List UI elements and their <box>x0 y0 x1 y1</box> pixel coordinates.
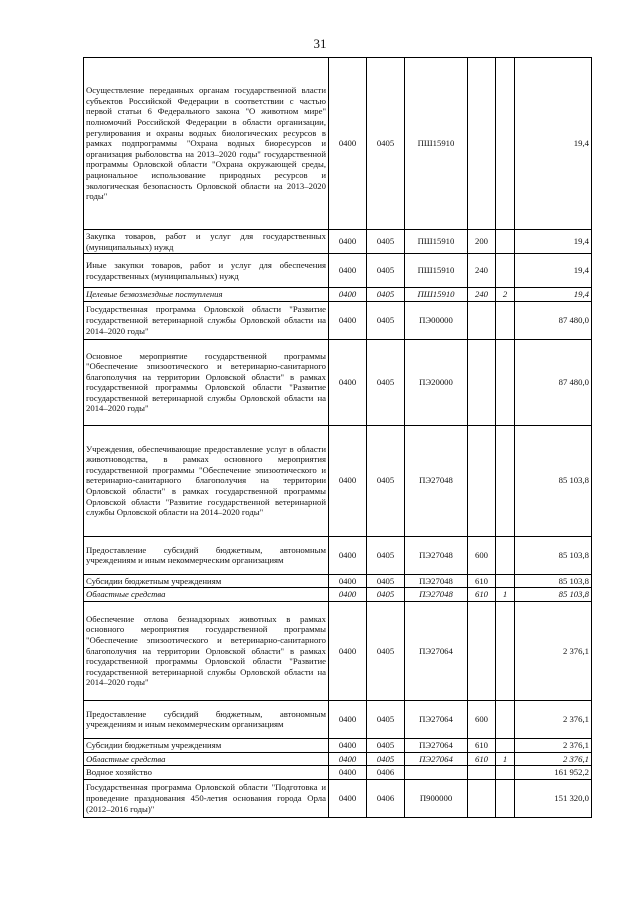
funding-source-code <box>496 766 515 780</box>
section-code: 0400 <box>329 766 367 780</box>
expense-type-code <box>468 779 496 817</box>
table-row <box>84 738 592 752</box>
row-name: Государственная программа Орловской области "Развитие государственной ветеринарной службы Орловской области на 2014–2020 годы" <box>84 301 329 339</box>
row-name: Осуществление переданных органам государственной власти субъектов Российской Федерации в соответствии с частью первой статьи 6 Федерального закона "О животном мире" полномочий Российской Федерации в области организации, регулирования и охраны водных биологических ресурсов в рамках подпрограммы "Охрана водных биоресурсов и организация рыболовства на 2013–2020 годы" государственной программы Орловской области "Охрана окружающей среды, рациональное использование природных ресурсов и экологическая безопасность Орловской области на 2013–2020 годы" <box>84 58 329 230</box>
amount: 19,4 <box>515 230 592 254</box>
target-article-code: ПЭ27048 <box>405 574 468 588</box>
expense-type-code: 240 <box>468 254 496 288</box>
amount: 19,4 <box>515 254 592 288</box>
table-row <box>84 700 592 738</box>
section-code: 0400 <box>329 601 367 700</box>
funding-source-code <box>496 301 515 339</box>
table-row <box>84 779 592 817</box>
funding-source-code <box>496 254 515 288</box>
target-article-code: П900000 <box>405 779 468 817</box>
funding-source-code <box>496 536 515 574</box>
target-article-code: ПЭ20000 <box>405 339 468 425</box>
row-name: Целевые безвозмездные поступления <box>84 288 329 302</box>
section-code: 0400 <box>329 574 367 588</box>
row-name: Областные средства <box>84 752 329 766</box>
section-code: 0400 <box>329 254 367 288</box>
funding-source-code: 1 <box>496 588 515 602</box>
section-code: 0400 <box>329 536 367 574</box>
funding-source-code: 2 <box>496 288 515 302</box>
expense-type-code: 600 <box>468 536 496 574</box>
target-article-code: ПШ15910 <box>405 58 468 230</box>
section-code: 0400 <box>329 738 367 752</box>
row-name: Основное мероприятие государственной программы "Обеспечение эпизоотического и ветеринарно-санитарного благополучия на территории Орловской области" в рамках государственной программы Орловской области "Развитие государственной ветеринарной службы Орловской области на 2014–2020 годы" <box>84 339 329 425</box>
target-article-code: ПЭ27064 <box>405 700 468 738</box>
section-code: 0400 <box>329 425 367 536</box>
expense-type-code: 610 <box>468 588 496 602</box>
target-article-code: ПШ15910 <box>405 288 468 302</box>
expense-type-code: 610 <box>468 574 496 588</box>
target-article-code: ПШ15910 <box>405 230 468 254</box>
expense-type-code <box>468 301 496 339</box>
amount: 87 480,0 <box>515 339 592 425</box>
amount: 2 376,1 <box>515 700 592 738</box>
table-row <box>84 230 592 254</box>
funding-source-code <box>496 700 515 738</box>
target-article-code <box>405 766 468 780</box>
table-row <box>84 574 592 588</box>
subsection-code: 0405 <box>367 574 405 588</box>
amount: 85 103,8 <box>515 425 592 536</box>
amount: 85 103,8 <box>515 588 592 602</box>
funding-source-code <box>496 58 515 230</box>
row-name: Обеспечение отлова безнадзорных животных в рамках основного мероприятия государственной программы "Обеспечение эпизоотического и ветеринарно-санитарного благополучия на территории Орловской области" в рамках государственной программы Орловской области "Развитие государственной ветеринарной службы Орловской области на 2014–2020 годы" <box>84 601 329 700</box>
target-article-code: ПЭ27048 <box>405 588 468 602</box>
section-code: 0400 <box>329 230 367 254</box>
subsection-code: 0405 <box>367 425 405 536</box>
subsection-code: 0405 <box>367 536 405 574</box>
row-name: Иные закупки товаров, работ и услуг для обеспечения государственных (муниципальных) нужд <box>84 254 329 288</box>
expense-type-code: 600 <box>468 700 496 738</box>
section-code: 0400 <box>329 339 367 425</box>
amount: 85 103,8 <box>515 574 592 588</box>
row-name: Субсидии бюджетным учреждениям <box>84 574 329 588</box>
section-code: 0400 <box>329 588 367 602</box>
funding-source-code <box>496 738 515 752</box>
amount: 87 480,0 <box>515 301 592 339</box>
table-row <box>84 288 592 302</box>
expense-type-code: 610 <box>468 738 496 752</box>
subsection-code: 0405 <box>367 601 405 700</box>
subsection-code: 0406 <box>367 766 405 780</box>
target-article-code: ПЭ27064 <box>405 752 468 766</box>
table-row <box>84 425 592 536</box>
table-row <box>84 536 592 574</box>
funding-source-code: 1 <box>496 752 515 766</box>
table-row <box>84 58 592 230</box>
row-name: Закупка товаров, работ и услуг для государственных (муниципальных) нужд <box>84 230 329 254</box>
amount: 19,4 <box>515 58 592 230</box>
subsection-code: 0406 <box>367 779 405 817</box>
expense-type-code: 610 <box>468 752 496 766</box>
subsection-code: 0405 <box>367 738 405 752</box>
section-code: 0400 <box>329 700 367 738</box>
funding-source-code <box>496 779 515 817</box>
expense-type-code <box>468 425 496 536</box>
expense-type-code <box>468 766 496 780</box>
subsection-code: 0405 <box>367 752 405 766</box>
row-name: Предоставление субсидий бюджетным, автономным учреждениям и иным некоммерческим организациям <box>84 536 329 574</box>
page-number: 31 <box>313 36 327 51</box>
amount: 151 320,0 <box>515 779 592 817</box>
table-row <box>84 752 592 766</box>
subsection-code: 0405 <box>367 58 405 230</box>
table-row <box>84 254 592 288</box>
expense-type-code: 240 <box>468 288 496 302</box>
section-code: 0400 <box>329 752 367 766</box>
target-article-code: ПЭ27048 <box>405 536 468 574</box>
amount: 161 952,2 <box>515 766 592 780</box>
funding-source-code <box>496 574 515 588</box>
section-code: 0400 <box>329 288 367 302</box>
row-name: Областные средства <box>84 588 329 602</box>
subsection-code: 0405 <box>367 301 405 339</box>
subsection-code: 0405 <box>367 700 405 738</box>
row-name: Субсидии бюджетным учреждениям <box>84 738 329 752</box>
amount: 19,4 <box>515 288 592 302</box>
expense-type-code: 200 <box>468 230 496 254</box>
target-article-code: ПЭ27048 <box>405 425 468 536</box>
subsection-code: 0405 <box>367 588 405 602</box>
subsection-code: 0405 <box>367 254 405 288</box>
section-code: 0400 <box>329 58 367 230</box>
funding-source-code <box>496 425 515 536</box>
table-row <box>84 339 592 425</box>
expense-type-code <box>468 58 496 230</box>
table-row <box>84 766 592 780</box>
section-code: 0400 <box>329 779 367 817</box>
section-code: 0400 <box>329 301 367 339</box>
budget-table <box>83 57 592 818</box>
amount: 2 376,1 <box>515 738 592 752</box>
row-name: Предоставление субсидий бюджетным, автономным учреждениям и иным некоммерческим организациям <box>84 700 329 738</box>
target-article-code: ПЭ27064 <box>405 738 468 752</box>
target-article-code: ПШ15910 <box>405 254 468 288</box>
amount: 85 103,8 <box>515 536 592 574</box>
target-article-code: ПЭ27064 <box>405 601 468 700</box>
expense-type-code <box>468 601 496 700</box>
amount: 2 376,1 <box>515 601 592 700</box>
funding-source-code <box>496 601 515 700</box>
row-name: Учреждения, обеспечивающие предоставление услуг в области животноводства, в рамках основного мероприятия государственной программы "Обеспечение эпизоотического и ветеринарно-санитарного благополучия на территории Орловской области" в рамках государственной программы Орловской области "Развитие государственной ветеринарной службы Орловской области на 2014–2020 годы" <box>84 425 329 536</box>
subsection-code: 0405 <box>367 339 405 425</box>
row-name: Водное хозяйство <box>84 766 329 780</box>
amount: 2 376,1 <box>515 752 592 766</box>
funding-source-code <box>496 230 515 254</box>
table-row <box>84 588 592 602</box>
target-article-code: ПЭ00000 <box>405 301 468 339</box>
subsection-code: 0405 <box>367 288 405 302</box>
row-name: Государственная программа Орловской области "Подготовка и проведение празднования 450-летия основания города Орла (2012–2016 годы)" <box>84 779 329 817</box>
table-row <box>84 601 592 700</box>
expense-type-code <box>468 339 496 425</box>
funding-source-code <box>496 339 515 425</box>
table-row <box>84 301 592 339</box>
subsection-code: 0405 <box>367 230 405 254</box>
